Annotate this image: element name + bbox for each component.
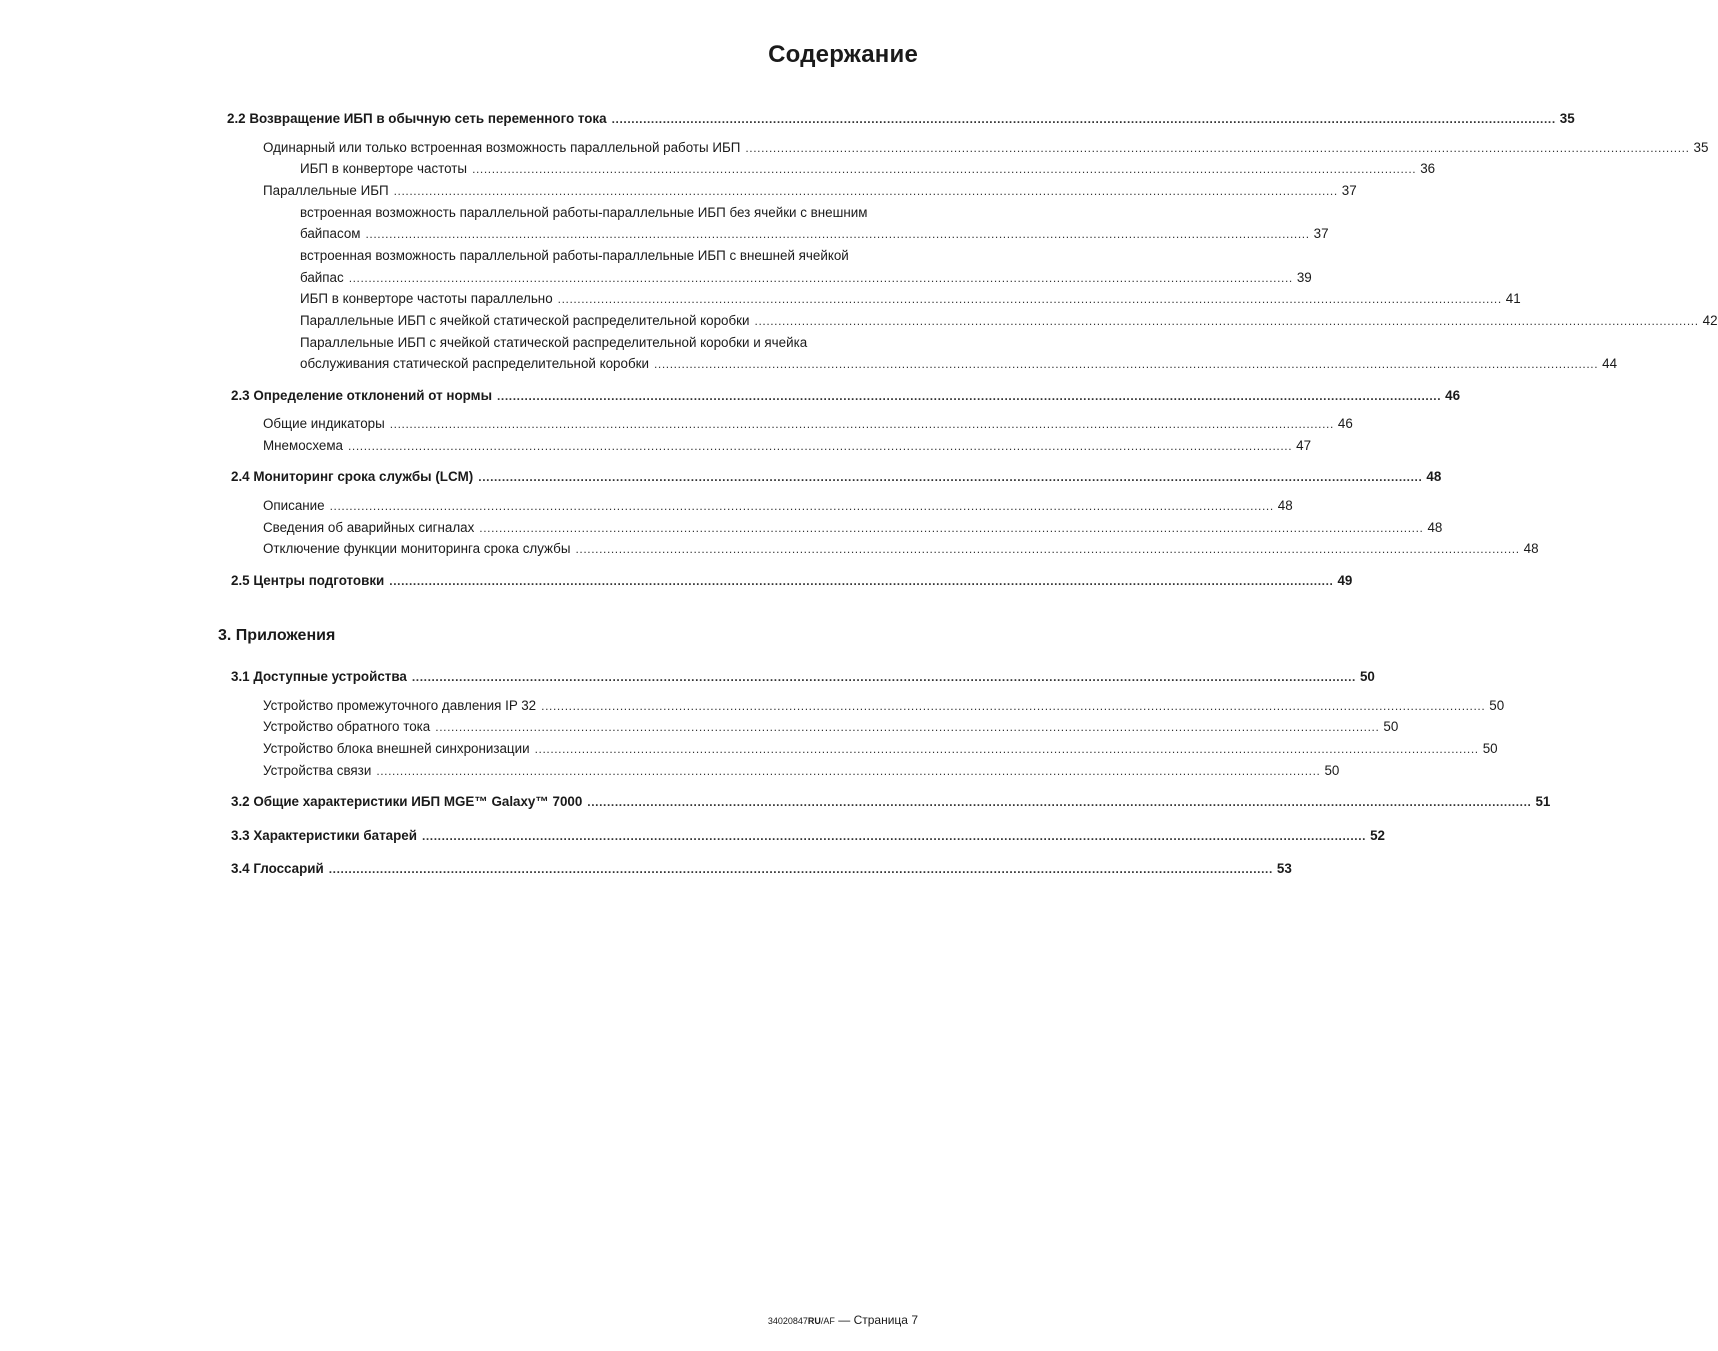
page-number: 49: [1337, 573, 1353, 588]
dot-leader: ................................................................................................................................................................................................................................................: [557, 292, 1502, 306]
page-number: 51: [1535, 794, 1551, 809]
dot-leader: ................................................................................................................................................................................................................................................: [435, 720, 1380, 734]
toc-entry-description[interactable]: Описание ................................................................................................................................................................................................................................................ 48: [263, 498, 1293, 513]
dot-leader: ................................................................................................................................................................................................................................................: [389, 417, 1334, 431]
toc-entry-3-1[interactable]: 3.1 Доступные устройства ................................................................................................................................................................................................................................................ 50: [231, 669, 1375, 684]
page-footer: [768, 1313, 918, 1327]
toc-entry-frequency-converter[interactable]: ИБП в конверторе частоты ................................................................................................................................................................................................................................................ 36: [300, 161, 1436, 176]
toc-entry-3-4[interactable]: 3.4 Глоссарий ................................................................................................................................................................................................................................................ 53: [231, 861, 1292, 876]
toc-entry-parallel-ups[interactable]: Параллельные ИБП ................................................................................................................................................................................................................................................ 37: [263, 183, 1357, 198]
page-number: 50: [1324, 763, 1340, 778]
dot-leader: ................................................................................................................................................................................................................................................: [653, 357, 1599, 371]
page-number: 48: [1427, 520, 1443, 535]
dot-leader: ................................................................................................................................................................................................................................................: [365, 227, 1310, 241]
dot-leader: ................................................................................................................................................................................................................................................: [587, 795, 1532, 809]
dot-leader: ................................................................................................................................................................................................................................................: [479, 521, 1424, 535]
page-number: 48: [1523, 541, 1539, 556]
page-title: Содержание: [768, 41, 918, 68]
page-label: Страница 7: [853, 1313, 918, 1327]
toc-entry-2-3[interactable]: 2.3 Определение отклонений от нормы ................................................................................................................................................................................................................................................ 46: [231, 388, 1461, 403]
dot-leader: ................................................................................................................................................................................................................................................: [534, 742, 1479, 756]
toc-entry-line1: Параллельные ИБП с ячейкой статической распределительной коробки и ячейка: [300, 335, 808, 350]
dot-leader: ................................................................................................................................................................................................................................................: [472, 162, 1417, 176]
dot-leader: ................................................................................................................................................................................................................................................: [478, 470, 1423, 484]
dot-leader: ................................................................................................................................................................................................................................................: [348, 439, 1293, 453]
dot-leader: ................................................................................................................................................................................................................................................: [754, 314, 1699, 328]
document-code: [768, 1316, 835, 1326]
page-number: 39: [1296, 270, 1312, 285]
dot-leader: ................................................................................................................................................................................................................................................: [575, 542, 1520, 556]
toc-entry-backfeed[interactable]: Устройство обратного тока ................................................................................................................................................................................................................................................ 50: [263, 719, 1399, 734]
footer-separator: —: [834, 1313, 854, 1327]
dot-leader: ................................................................................................................................................................................................................................................: [328, 862, 1273, 876]
toc-entry-general-indicators[interactable]: Общие индикаторы ................................................................................................................................................................................................................................................ 46: [263, 416, 1353, 431]
page-number: 53: [1276, 861, 1292, 876]
toc-entry-2-5[interactable]: 2.5 Центры подготовки ................................................................................................................................................................................................................................................ 49: [231, 573, 1353, 588]
page-number: 37: [1313, 226, 1329, 241]
toc-entry-parallel-no-bypass[interactable]: байпасом ................................................................................................................................................................................................................................................ 37: [300, 226, 1329, 241]
page-number: 35: [1693, 140, 1709, 155]
toc-entry-parallel-static-switch[interactable]: Параллельные ИБП с ячейкой статической распределительной коробки ................................................................................................................................................................................................................................................ 42: [300, 313, 1718, 328]
toc-entry-line1: встроенная возможность параллельной работы-параллельные ИБП с внешней ячейкой: [300, 248, 849, 263]
page-number: 48: [1426, 469, 1442, 484]
page-number: 37: [1341, 183, 1357, 198]
page-number: 50: [1482, 741, 1498, 756]
document-language: RU: [807, 1316, 821, 1326]
toc-entry-single-parallel[interactable]: Одинарный или только встроенная возможность параллельной работы ИБП ................................................................................................................................................................................................................................................ 35: [263, 140, 1709, 155]
page-number: 42: [1702, 313, 1718, 328]
toc-entry-2-2[interactable]: 2.2 Возвращение ИБП в обычную сеть переменного тока ................................................................................................................................................................................................................................................ 35: [227, 111, 1575, 126]
toc-entry-ext-sync[interactable]: Устройство блока внешней синхронизации ................................................................................................................................................................................................................................................ 50: [263, 741, 1498, 756]
toc-entry-3-2[interactable]: 3.2 Общие характеристики ИБП MGE™ Galaxy™ 7000 ................................................................................................................................................................................................................................................ 51: [231, 794, 1551, 809]
page-number: 47: [1296, 438, 1312, 453]
section-heading: 3. Приложения: [218, 627, 336, 644]
toc-entry-communication[interactable]: Устройства связи ................................................................................................................................................................................................................................................ 50: [263, 763, 1340, 778]
dot-leader: ................................................................................................................................................................................................................................................: [329, 499, 1274, 513]
dot-leader: ................................................................................................................................................................................................................................................: [393, 184, 1338, 198]
document-suffix: /AF: [820, 1316, 835, 1326]
page-number: 46: [1445, 388, 1461, 403]
dot-leader: ................................................................................................................................................................................................................................................: [745, 141, 1690, 155]
page-number: 50: [1383, 719, 1399, 734]
toc-entry-2-4[interactable]: 2.4 Мониторинг срока службы (LCM) ................................................................................................................................................................................................................................................ 48: [231, 469, 1442, 484]
toc-entry-mimic-panel[interactable]: Мнемосхема ................................................................................................................................................................................................................................................ 47: [263, 438, 1312, 453]
toc-entry-ip32[interactable]: Устройство промежуточного давления IP 32 ................................................................................................................................................................................................................................................ 50: [263, 698, 1505, 713]
dot-leader: ................................................................................................................................................................................................................................................: [411, 670, 1356, 684]
dot-leader: ................................................................................................................................................................................................................................................: [497, 389, 1442, 403]
toc-entry-3-3[interactable]: 3.3 Характеристики батарей ................................................................................................................................................................................................................................................ 52: [231, 828, 1385, 843]
dot-leader: ................................................................................................................................................................................................................................................: [376, 764, 1321, 778]
page-number: 44: [1602, 356, 1618, 371]
toc-entry-frequency-converter-parallel[interactable]: ИБП в конверторе частоты параллельно ................................................................................................................................................................................................................................................ 41: [300, 291, 1521, 306]
page-number: 52: [1370, 828, 1385, 843]
dot-leader: ................................................................................................................................................................................................................................................: [348, 271, 1293, 285]
page-number: 48: [1277, 498, 1293, 513]
document-number: 34020847: [767, 1316, 808, 1326]
page-number: 46: [1337, 416, 1353, 431]
dot-leader: ................................................................................................................................................................................................................................................: [389, 574, 1334, 588]
page-number: 36: [1420, 161, 1436, 176]
toc-entry-disable-lcm[interactable]: Отключение функции мониторинга срока службы ................................................................................................................................................................................................................................................ 48: [263, 541, 1539, 556]
dot-leader: ................................................................................................................................................................................................................................................: [541, 699, 1486, 713]
dot-leader: ................................................................................................................................................................................................................................................: [611, 112, 1556, 126]
page-number: 50: [1489, 698, 1505, 713]
toc-entry-static-switch-service[interactable]: обслуживания статической распределительной коробки ................................................................................................................................................................................................................................................ 44: [300, 356, 1618, 371]
toc-entry-parallel-external-bypass[interactable]: байпас ................................................................................................................................................................................................................................................ 39: [300, 270, 1312, 285]
page-number: 41: [1505, 291, 1521, 306]
page-number: 35: [1559, 111, 1575, 126]
dot-leader: ................................................................................................................................................................................................................................................: [421, 829, 1367, 843]
page-number: 50: [1359, 669, 1375, 684]
toc-entry-line1: встроенная возможность параллельной работы-параллельные ИБП без ячейки с внешним: [300, 205, 868, 220]
toc-entry-alarm-info[interactable]: Сведения об аварийных сигналах ................................................................................................................................................................................................................................................ 48: [263, 520, 1443, 535]
